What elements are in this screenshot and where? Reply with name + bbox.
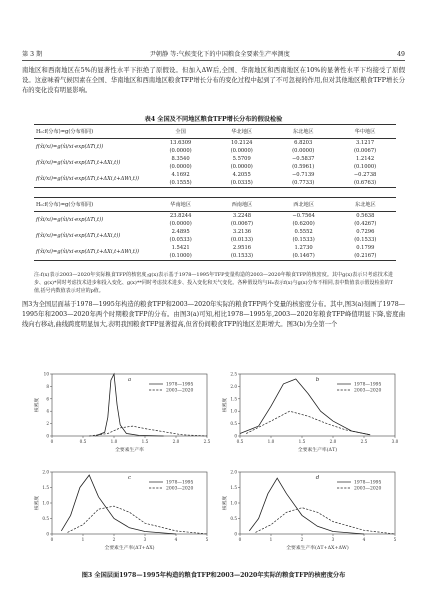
test-statistic: 23.8244 (169, 213, 192, 219)
density-panel-d (221, 470, 397, 552)
p-value: (0.1555) (150, 179, 211, 188)
x-tick-label: 2 (300, 537, 304, 542)
table-note: 注:f(x)表示2003—2020年实际粮食TFP的核密度;g(x)表示基于1978—1995年TFP变量构造的2003—2020年粮食TFP的核密度。其中g(x)表示只考虑技术进步、g(x)*同时考虑技术进步和投入变化、g(x)**同时考虑技术进步、投入变化和天气变化。各种假设均与H₀表示f(x)与g(x)分布不相同,表中数值表示假设检验的T值,括号内数值表示对应的p值。 (34, 272, 393, 294)
issue-label: 第 3 期 (22, 51, 43, 58)
test-statistic: 10.2124 (230, 140, 253, 146)
region-column-header: 西北地区 (273, 198, 335, 212)
figure-caption: 图3 全国层面1978—1995年构造的粮食TFP和2003—2020年实际的粮食TFP的核密度分布 (81, 572, 346, 579)
p-value: (0.1467) (273, 252, 335, 261)
x-tick-label: 2 (112, 537, 116, 542)
kernel-density-figure (30, 368, 400, 563)
y-tick-label: 4 (46, 408, 49, 414)
x-tick-label: 0 (50, 537, 54, 542)
y-tick-label: 2.0 (42, 469, 49, 475)
test-statistic: −0.5837 (291, 156, 315, 162)
test-statistic: 5.5709 (232, 156, 251, 162)
test-statistic: 1.2142 (355, 156, 375, 162)
x-tick-label: 0.5 (79, 439, 87, 444)
table-row (34, 171, 396, 179)
hypothesis-label: f(x̂i/xi)=g(x̂i/xi·exp(ΔTi,t+ΔXi,t+ΔWi,t)) (34, 171, 150, 188)
y-tick-label: 6 (46, 396, 49, 402)
x-axis-label: 全要素生产率(ΔT+ΔX) (104, 546, 155, 551)
region-column-header: 华北地区 (211, 125, 272, 139)
x-axis-label: 全要素生产率(ΔT+ΔX+ΔW) (286, 546, 349, 551)
y-tick-label: 1.0 (230, 408, 237, 414)
y-tick-label: 8 (46, 383, 49, 389)
legend-entry: 2003—2020 (166, 486, 194, 492)
x-tick-label: 3.0 (391, 439, 399, 444)
y-axis-label: 核密度 (35, 495, 40, 511)
x-tick-label: 3 (331, 537, 335, 542)
hypothesis-table-bottom (34, 197, 396, 261)
x-tick-label: 2.0 (172, 439, 180, 444)
y-tick-label: 0.5 (230, 516, 237, 521)
p-value: (0.5961) (292, 164, 315, 170)
p-value: (0.1533) (292, 237, 315, 243)
table-row (34, 228, 396, 236)
x-axis-label: 全要素生产率 (115, 448, 144, 453)
test-statistic: 1.2730 (294, 245, 313, 251)
x-tick-label: 0 (238, 537, 242, 542)
y-tick-label: 0.5 (230, 421, 237, 427)
p-value: (0.7733) (272, 179, 334, 188)
panel-tag: d (315, 475, 320, 481)
test-statistic: 1.5421 (171, 245, 190, 251)
p-value: (0.4267) (354, 221, 377, 227)
table-header-row (34, 198, 396, 212)
y-tick-label: 1.5 (230, 485, 237, 490)
region-column-header: 华中地区 (334, 125, 396, 139)
y-tick-label: 2.5 (230, 371, 237, 377)
test-statistic: −0.7564 (292, 213, 315, 219)
region-column-header: 华南地区 (150, 198, 211, 212)
x-tick-label: 1.0 (267, 439, 275, 444)
p-value: (0.0000) (292, 148, 315, 154)
region-column-header: 全国 (150, 125, 211, 139)
x-tick-label: 0 (50, 439, 54, 444)
y-tick-label: 2 (46, 421, 49, 427)
region-column-header: 东北地区 (272, 125, 334, 139)
p-value: (0.0335) (211, 179, 272, 188)
x-tick-label: 2.5 (203, 439, 211, 444)
hypothesis-label: f(x̂i/xi)=g(x̂i/xi·exp(ΔTi,t+ΔXi,t)) (36, 233, 121, 239)
p-value: (0.1000) (150, 252, 211, 261)
region-column-header: 东北地区 (335, 198, 396, 212)
p-value: (0.0533) (169, 237, 192, 243)
p-value: (0.6200) (292, 221, 315, 227)
series-line-1978-1995 (61, 475, 176, 534)
p-value: (0.0000) (230, 164, 253, 170)
y-axis-label: 核密度 (223, 495, 228, 511)
legend-entry: 2003—2020 (354, 486, 382, 492)
x-tick-label: 5 (393, 537, 397, 542)
p-value: (0.0067) (230, 221, 254, 227)
test-statistic: 3.1217 (355, 140, 375, 146)
p-value: (0.0000) (230, 148, 253, 154)
panel-tag: b (315, 377, 320, 383)
test-statistic: 4.2055 (232, 172, 251, 178)
x-tick-label: 5 (205, 537, 209, 542)
p-value: (0.0067) (353, 148, 377, 154)
legend-entry: 1978—1995 (354, 382, 382, 388)
paragraph-2: 图3为全国层面基于1978—1995年构造的粮食TFP和2003—2020年实际的粮食TFP两个变量的核密度分布。其中,图3(a)刻画了1978—1995年和2003—2020年两个时期粮食TFP的分布。由图3(a)可知,相比1978—1995年,2003—2020年粮食TFP峰值明显下降,密度曲线向右移动,曲线跨度明显加大,表明我国粮食TFP显著提高,但省份间粮食TFP的地区差距增大。图3(b)为全第一个 (22, 301, 405, 328)
table-header-row (34, 125, 396, 139)
y-tick-label: 1.5 (42, 485, 49, 490)
panel-tag: c (127, 475, 132, 481)
x-tick-label: 1 (81, 537, 85, 542)
paragraph-1: 南地区和西南地区在5%的显著性水平下拒绝了原假设。但加入ΔW后,全国、华南地区和西南地区在10%的显著性水平下均接受了原假设。这意味着气候因素在全国、华南地区和西南地区粮食TFP增长分布的变化过程中起到了不可忽视的作用,但对其他地区粮食TFP增长分布的变化没有明显影响。 (22, 67, 405, 94)
test-statistic: −0.2738 (353, 172, 377, 178)
x-tick-label: 1.5 (141, 439, 149, 444)
density-panel-b (221, 372, 399, 454)
hypothesis-label: f(x̂i/xi)=g(x̂i/xi·exp(ΔTi,t)) (36, 217, 104, 223)
y-tick-label: 10 (43, 371, 49, 377)
test-statistic: 2.9516 (232, 245, 252, 251)
test-statistic: 6.8203 (294, 140, 313, 146)
table-row (34, 139, 396, 148)
hypothesis-column-header: H₀:f(分布)=g(分布相同) (34, 198, 150, 212)
series-line-2003-2020 (89, 426, 207, 436)
test-statistic: 8.3540 (171, 156, 190, 162)
y-tick-label: 1.0 (42, 500, 49, 506)
test-statistic: 2.4895 (171, 229, 190, 235)
p-value: (0.0133) (230, 237, 254, 243)
page-number: 49 (397, 51, 405, 58)
x-tick-label: 3 (143, 537, 147, 542)
series-line-2003-2020 (256, 508, 396, 534)
region-column-header: 西南地区 (211, 198, 272, 212)
x-tick-label: 1 (269, 537, 273, 542)
density-panel-c (33, 470, 209, 552)
p-value: (0.1533) (354, 237, 377, 243)
x-tick-label: 1.5 (298, 439, 306, 444)
hypothesis-table-top (34, 124, 396, 188)
test-statistic: 13.6309 (169, 140, 192, 146)
p-value: (0.0000) (169, 164, 192, 170)
x-tick-label: 0.5 (236, 439, 244, 444)
x-tick-label: 4 (362, 537, 366, 542)
test-statistic: 4.1692 (171, 172, 190, 178)
hypothesis-label: f(x̂i/xi)=g(x̂i/xi·exp(ΔTi,t+ΔXi,t+ΔWi,t)) (34, 244, 150, 261)
table-row (34, 212, 396, 221)
y-tick-label: 0.5 (42, 516, 49, 521)
hypothesis-label: f(x̂i/xi)=g(x̂i/xi·exp(ΔTi,t+ΔXi,t)) (36, 160, 121, 166)
x-tick-label: 4 (174, 537, 178, 542)
legend-entry: 1978—1995 (166, 480, 194, 486)
y-tick-label: 0 (46, 531, 49, 537)
y-axis-label: 核密度 (35, 397, 40, 413)
y-axis-label: 核密度 (223, 397, 228, 413)
x-axis-label: 全要素生产率(ΔT) (297, 448, 338, 453)
legend-entry: 2003—2020 (166, 388, 194, 394)
x-tick-label: 1.0 (110, 439, 118, 444)
table-row (34, 244, 396, 252)
test-statistic: 0.1799 (356, 245, 375, 251)
y-tick-label: 2.0 (230, 383, 237, 389)
y-tick-label: 1.5 (230, 396, 237, 402)
table-row (34, 155, 396, 163)
table-caption: 表4 全国及不同地区粮食TFP增长分布的假设检验 (144, 116, 283, 123)
hypothesis-label: f(x̂i/xi)=g(x̂i/xi·exp(ΔTi,t)) (36, 144, 104, 150)
legend-entry: 1978—1995 (354, 480, 382, 486)
test-statistic: 3.2248 (232, 213, 252, 219)
series-line-1978-1995 (240, 379, 370, 435)
p-value: (0.2167) (335, 252, 396, 261)
test-statistic: −0.7139 (291, 172, 315, 178)
running-header (22, 46, 405, 61)
y-tick-label: 0 (234, 433, 237, 439)
running-title: 尹朝静 等:气候变化下的中国粮食全要素生产率测度 (149, 51, 290, 58)
x-tick-label: 2.5 (360, 439, 368, 444)
legend-entry: 1978—1995 (166, 382, 194, 388)
density-panel-a (33, 372, 211, 454)
y-tick-label: 2.0 (230, 469, 237, 475)
test-statistic: 0.7296 (356, 229, 375, 235)
test-statistic: 3.2136 (232, 229, 252, 235)
y-tick-label: 0 (234, 531, 237, 537)
test-statistic: 0.5638 (356, 213, 375, 219)
p-value: (0.0000) (169, 221, 192, 227)
x-tick-label: 2.0 (329, 439, 337, 444)
hypothesis-column-header: H₀:f(分布)=g(分布相同) (34, 125, 150, 139)
legend-entry: 2003—2020 (354, 388, 382, 394)
p-value: (0.1533) (211, 252, 272, 261)
y-tick-label: 1.0 (230, 500, 237, 506)
test-statistic: 0.5552 (294, 229, 313, 235)
p-value: (0.1000) (353, 164, 377, 170)
y-tick-label: 0 (46, 433, 49, 439)
p-value: (0.0000) (169, 148, 192, 154)
panel-tag: a (127, 377, 132, 383)
p-value: (0.6763) (334, 179, 396, 188)
